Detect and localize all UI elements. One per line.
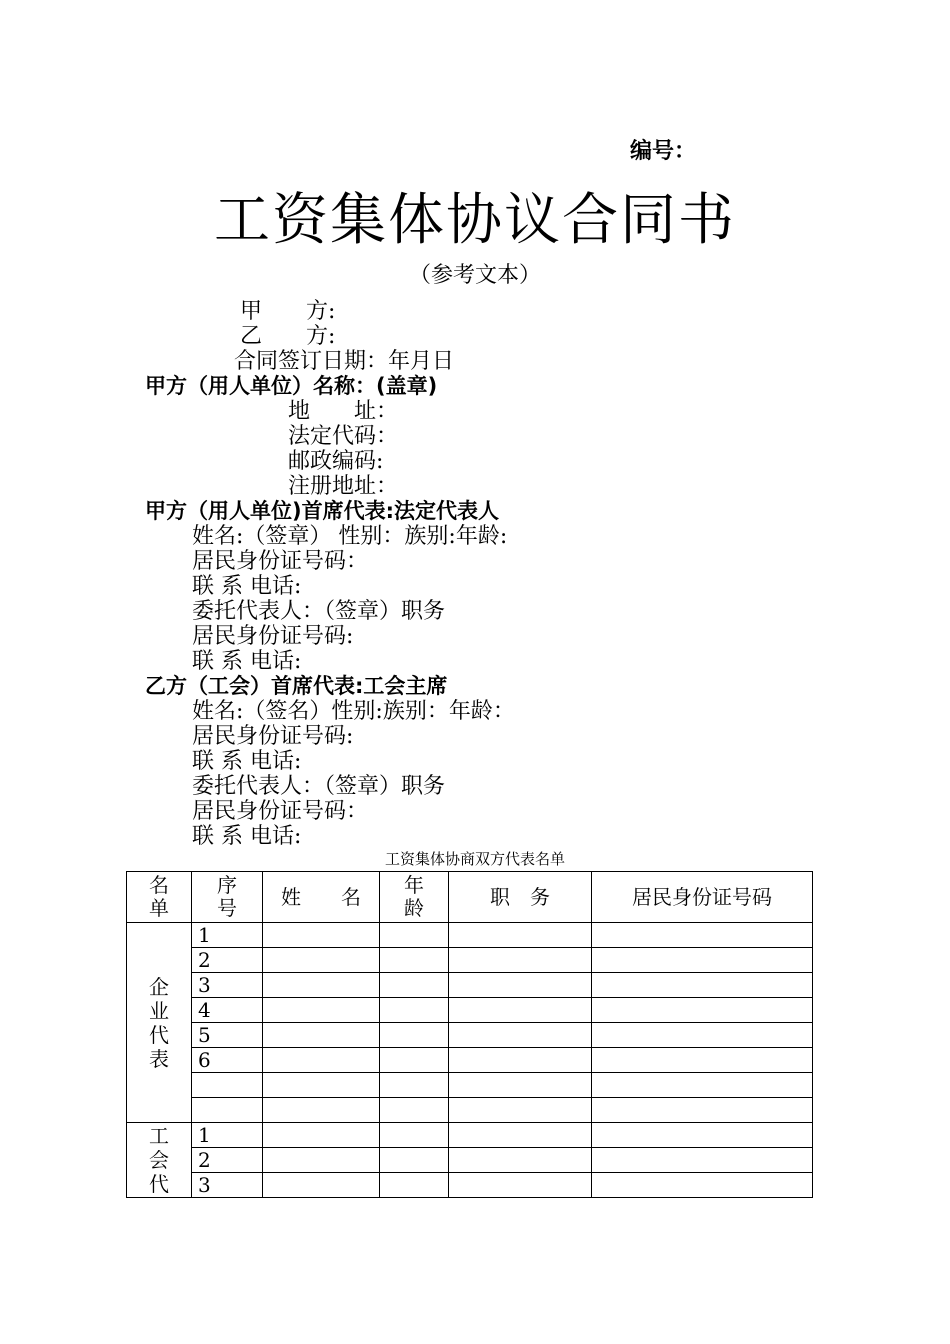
cell-age[interactable] xyxy=(380,1123,449,1148)
row-seq: 3 xyxy=(192,1173,263,1198)
party-b-rep-name: 姓名:（签名）性别:族别：年龄： xyxy=(192,699,515,724)
cell-position[interactable] xyxy=(449,1173,592,1198)
cell-age[interactable] xyxy=(380,948,449,973)
table-row xyxy=(127,1098,813,1123)
table-row xyxy=(127,1173,813,1198)
cell-position[interactable] xyxy=(449,948,592,973)
cell-name[interactable] xyxy=(263,1148,380,1173)
party-a-address: 地 址： xyxy=(288,399,399,424)
table-row xyxy=(127,1073,813,1098)
cell-name[interactable] xyxy=(263,1073,380,1098)
cell-id-number[interactable] xyxy=(592,973,813,998)
cell-id-number[interactable] xyxy=(592,948,813,973)
party-b-rep-heading: 乙方（工会）首席代表:工会主席 xyxy=(145,674,448,698)
table-row xyxy=(127,948,813,973)
party-a-legal-code: 法定代码： xyxy=(288,424,399,449)
cell-name[interactable] xyxy=(263,948,380,973)
cell-age[interactable] xyxy=(380,1148,449,1173)
party-a-heading: 甲方（用人单位）名称：(盖章) xyxy=(145,374,438,398)
party-a-rep-id: 居民身份证号码： xyxy=(192,549,369,574)
row-seq: 1 xyxy=(192,1123,263,1148)
cell-id-number[interactable] xyxy=(592,1123,813,1148)
cell-position[interactable] xyxy=(449,1123,592,1148)
cell-id-number[interactable] xyxy=(592,923,813,948)
table-caption: 工资集体协商双方代表名单 xyxy=(384,850,565,868)
table-row xyxy=(127,1048,813,1073)
header-seq: 序 号 xyxy=(192,872,263,923)
cell-id-number[interactable] xyxy=(592,998,813,1023)
serial-number-label: 编号： xyxy=(630,139,697,164)
header-name: 姓 名 xyxy=(263,872,380,923)
row-seq: 2 xyxy=(192,1148,263,1173)
party-a-proxy-id: 居民身份证号码: xyxy=(192,624,354,649)
party-b-proxy-id: 居民身份证号码： xyxy=(192,799,369,824)
cell-position[interactable] xyxy=(449,998,592,1023)
document-subtitle: （参考文本） xyxy=(408,263,541,288)
table-header-row xyxy=(127,872,813,923)
cell-position[interactable] xyxy=(449,1098,592,1123)
cell-name[interactable] xyxy=(263,1048,380,1073)
party-a-rep-heading: 甲方（用人单位)首席代表:法定代表人 xyxy=(145,499,499,523)
party-a-proxy: 委托代表人：（签章）职务 xyxy=(192,599,446,624)
group-label-union: 工 会 代 xyxy=(127,1123,192,1198)
cell-age[interactable] xyxy=(380,998,449,1023)
row-seq: 6 xyxy=(192,1048,263,1073)
row-seq: 1 xyxy=(192,923,263,948)
row-seq xyxy=(192,1073,263,1098)
cell-age[interactable] xyxy=(380,973,449,998)
row-seq: 3 xyxy=(192,973,263,998)
party-a-rep-name: 姓名:（签章） 性别：族别:年龄: xyxy=(192,524,508,549)
table-row xyxy=(127,973,813,998)
cell-position[interactable] xyxy=(449,923,592,948)
representatives-table xyxy=(126,871,813,1198)
cell-position[interactable] xyxy=(449,973,592,998)
party-b-rep-id: 居民身份证号码: xyxy=(192,724,354,749)
table-row xyxy=(127,1123,813,1148)
cell-name[interactable] xyxy=(263,973,380,998)
party-a-postal-code: 邮政编码: xyxy=(288,449,384,474)
cell-id-number[interactable] xyxy=(592,1173,813,1198)
cell-id-number[interactable] xyxy=(592,1048,813,1073)
header-list: 名 单 xyxy=(127,872,192,923)
cell-age[interactable] xyxy=(380,1098,449,1123)
cover-field-sign-date: 合同签订日期：年月日 xyxy=(234,349,455,374)
cell-name[interactable] xyxy=(263,1023,380,1048)
cover-field-party-a: 甲 方: xyxy=(240,299,336,324)
party-b-proxy: 委托代表人：（签章）职务 xyxy=(192,774,446,799)
party-b-rep-phone: 联 系 电话: xyxy=(192,749,302,774)
cell-name[interactable] xyxy=(263,1123,380,1148)
header-id-number: 居民身份证号码 xyxy=(592,872,813,923)
cell-position[interactable] xyxy=(449,1148,592,1173)
cell-age[interactable] xyxy=(380,1048,449,1073)
cell-age[interactable] xyxy=(380,1173,449,1198)
cell-position[interactable] xyxy=(449,1073,592,1098)
header-age: 年 龄 xyxy=(380,872,449,923)
party-b-proxy-phone: 联 系 电话: xyxy=(192,824,302,849)
document-title: 工资集体协议合同书 xyxy=(214,188,736,253)
cell-age[interactable] xyxy=(380,923,449,948)
cell-id-number[interactable] xyxy=(592,1098,813,1123)
cell-name[interactable] xyxy=(263,1098,380,1123)
cell-id-number[interactable] xyxy=(592,1148,813,1173)
cell-position[interactable] xyxy=(449,1048,592,1073)
party-a-rep-phone: 联 系 电话: xyxy=(192,574,302,599)
header-position: 职 务 xyxy=(449,872,592,923)
row-seq xyxy=(192,1098,263,1123)
row-seq: 4 xyxy=(192,998,263,1023)
table-row xyxy=(127,998,813,1023)
row-seq: 5 xyxy=(192,1023,263,1048)
row-seq: 2 xyxy=(192,948,263,973)
cell-id-number[interactable] xyxy=(592,1023,813,1048)
group-label-enterprise: 企 业 代 表 xyxy=(127,923,192,1123)
table-row xyxy=(127,1148,813,1173)
cell-age[interactable] xyxy=(380,1023,449,1048)
party-a-proxy-phone: 联 系 电话: xyxy=(192,649,302,674)
party-a-registered-address: 注册地址： xyxy=(288,474,399,499)
cover-field-party-b: 乙 方: xyxy=(240,324,336,349)
cell-name[interactable] xyxy=(263,998,380,1023)
cell-id-number[interactable] xyxy=(592,1073,813,1098)
cell-position[interactable] xyxy=(449,1023,592,1048)
cell-age[interactable] xyxy=(380,1073,449,1098)
cell-name[interactable] xyxy=(263,923,380,948)
cell-name[interactable] xyxy=(263,1173,380,1198)
table-row xyxy=(127,923,813,948)
table-row xyxy=(127,1023,813,1048)
